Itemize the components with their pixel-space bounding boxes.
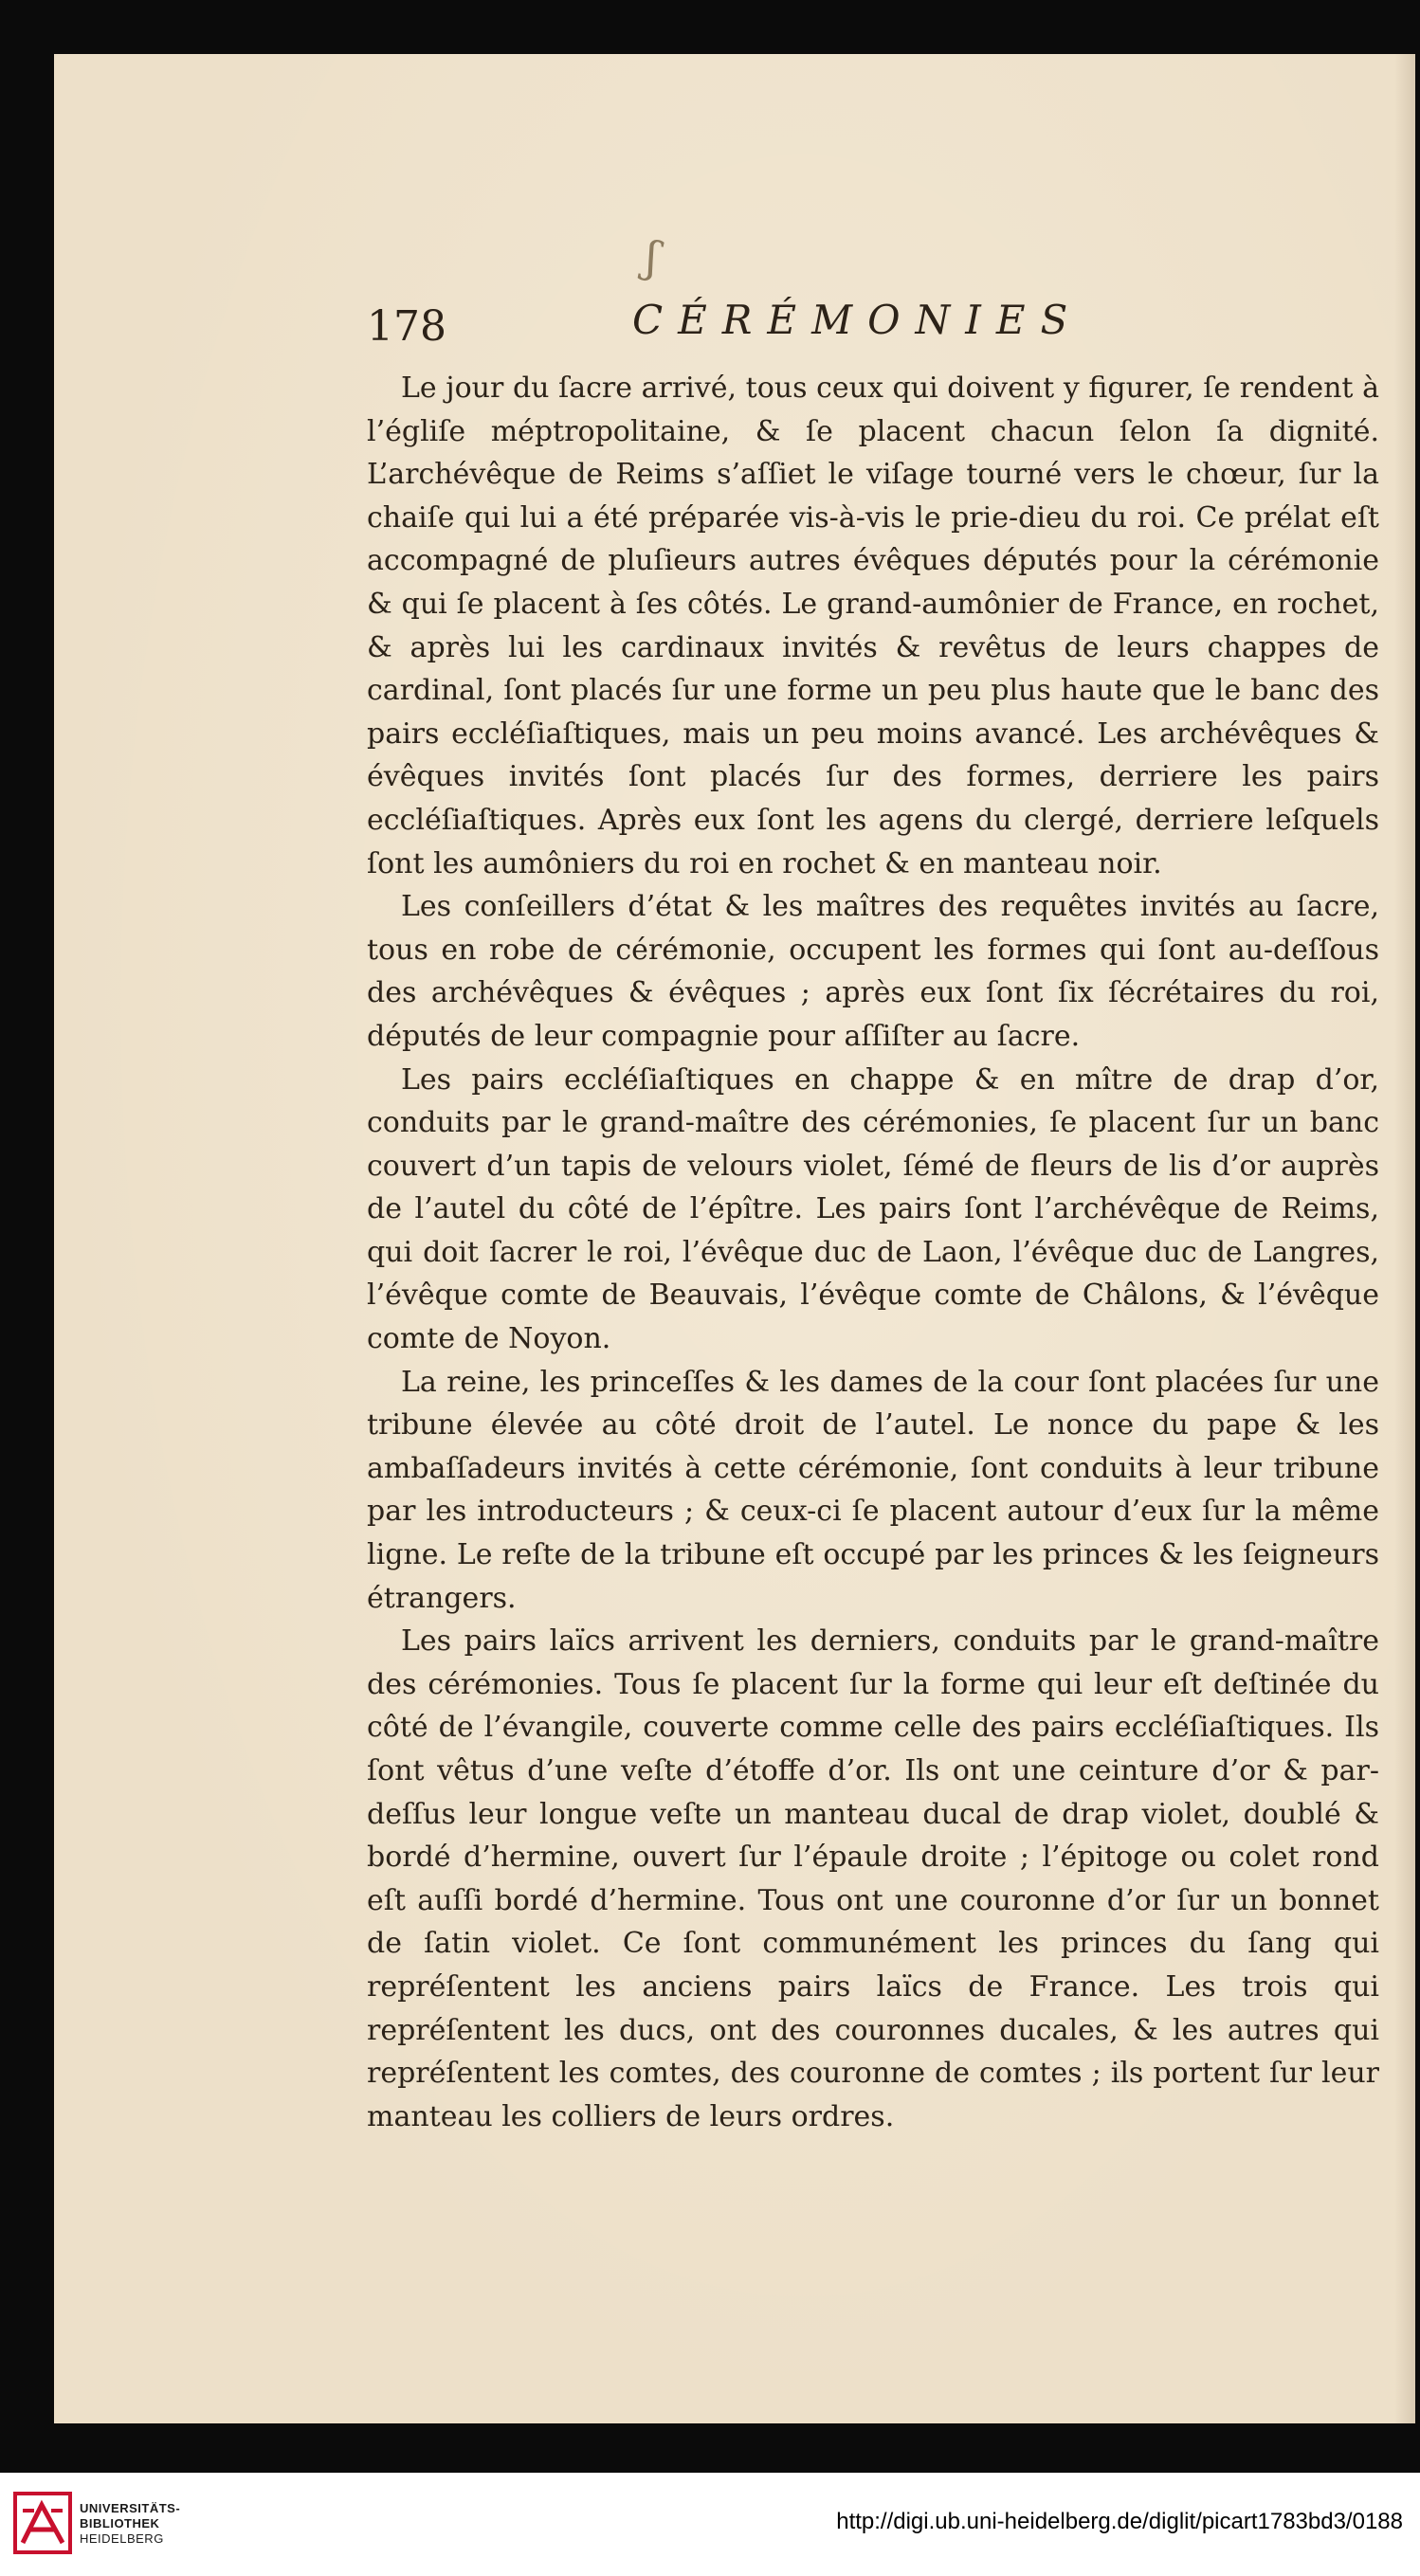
ub-heidelberg-logo-icon[interactable] [13, 2492, 72, 2554]
page-number: 178 [367, 302, 446, 351]
paragraph: Le jour du ſacre arrivé, tous ceux qui doivent y figurer, ſe rendent à l’égliſe méptropolitaine, & ſe placent chacun ſelon ſa dignité. L’archévêque de Reims s’aſſiet le viſage tourné vers le chœur, ſur la chaiſe qui lui a été préparée vis-à-vis le prie-dieu du roi. Ce prélat eſt accompagné de pluſieurs autres évêques députés pour la cérémonie & qui ſe placent à ſes côtés. Le grand-aumônier de France, en rochet, & après lui les cardinaux invités & revêtus de leurs chappes de cardinal, ſont placés ſur une forme un peu plus haute que le banc des pairs eccléſiaſtiques, mais un peu moins avancé. Les archévêques & évêques invités ſont placés ſur des formes, derriere les pairs eccléſiaſtiques. Après eux ſont les agens du clergé, derriere leſquels ſont les aumôniers du roi en rochet & en manteau noir. [367, 372, 1379, 880]
body-text [367, 367, 1379, 2138]
page-edge-shadow [1394, 54, 1415, 2423]
paragraph: La reine, les princeſſes & les dames de la cour ſont placées ſur une tribune élevée au côté droit de l’autel. Le nonce du pape & les ambaſſadeurs invités à cette cérémonie, ſont conduits à leur tribune par les introducteurs ; & ceux-ci ſe placent autour d’eux ſur la même ligne. Le reſte de la tribune eſt occupé par les princes & les ſeigneurs étrangers. [367, 1365, 1379, 1615]
running-title: CÉRÉMONIES [632, 297, 1083, 343]
viewer-footer [0, 2473, 1420, 2576]
paragraph: Les pairs laïcs arrivent les derniers, conduits par le grand-maître des cérémonies. Tous ſe placent ſur la forme qui leur eſt deſtinée du côté de l’évangile, couverte comme celle des pairs eccléſiaſtiques. Ils ſont vêtus d’une veſte d’étoffe d’or. Ils ont une ceinture d’or & par-deſſus leur longue veſte un manteau ducal de drap violet, doublé & bordé d’hermine, ouvert ſur l’épaule droite ; l’épitoge ou colet rond eſt auſſi bordé d’hermine. Tous ont une couronne d’or ſur un bonnet de ſatin violet. Ce ſont communément les princes du ſang qui repréſentent les anciens pairs laïcs de France. Les trois qui repréſentent les ducs, ont des couronnes ducales, & les autres qui repréſentent les comtes, des couronne de comtes ; ils portent ſur leur manteau les colliers de leurs ordres. [367, 1624, 1379, 2133]
paragraph: Les pairs eccléſiaſtiques en chappe & en mître de drap d’or, conduits par le grand-maître des cérémonies, ſe placent ſur un banc couvert d’un tapis de velours violet, ſémé de fleurs de lis d’or auprès de l’autel du côté de l’épître. Les pairs ſont l’archévêque de Reims, qui doit ſacrer le roi, l’évêque duc de Laon, l’évêque duc de Langres, l’évêque comte de Beauvais, l’évêque comte de Châlons, & l’évêque comte de Noyon. [367, 1062, 1379, 1356]
library-name-line: BIBLIOTHEK [80, 2516, 160, 2531]
book-page [54, 54, 1415, 2423]
ink-mark-icon: ʃ [641, 230, 664, 283]
paragraph: Les conſeillers d’état & les maîtres des requêtes invités au ſacre, tous en robe de cérémonie, occupent les formes qui ſont au-deſſous des archévêques & évêques ; après eux ſont ſix ſécrétaires du roi, députés de leur compagnie pour aſſiſter au ſacre. [367, 890, 1379, 1053]
library-name[interactable] [80, 2501, 180, 2547]
permalink-url[interactable]: http://digi.ub.uni-heidelberg.de/diglit/picart1783bd3/0188 [836, 2509, 1403, 2534]
library-name-line: UNIVERSITÄTS- [80, 2501, 181, 2515]
library-name-line: HEIDELBERG [80, 2531, 164, 2546]
